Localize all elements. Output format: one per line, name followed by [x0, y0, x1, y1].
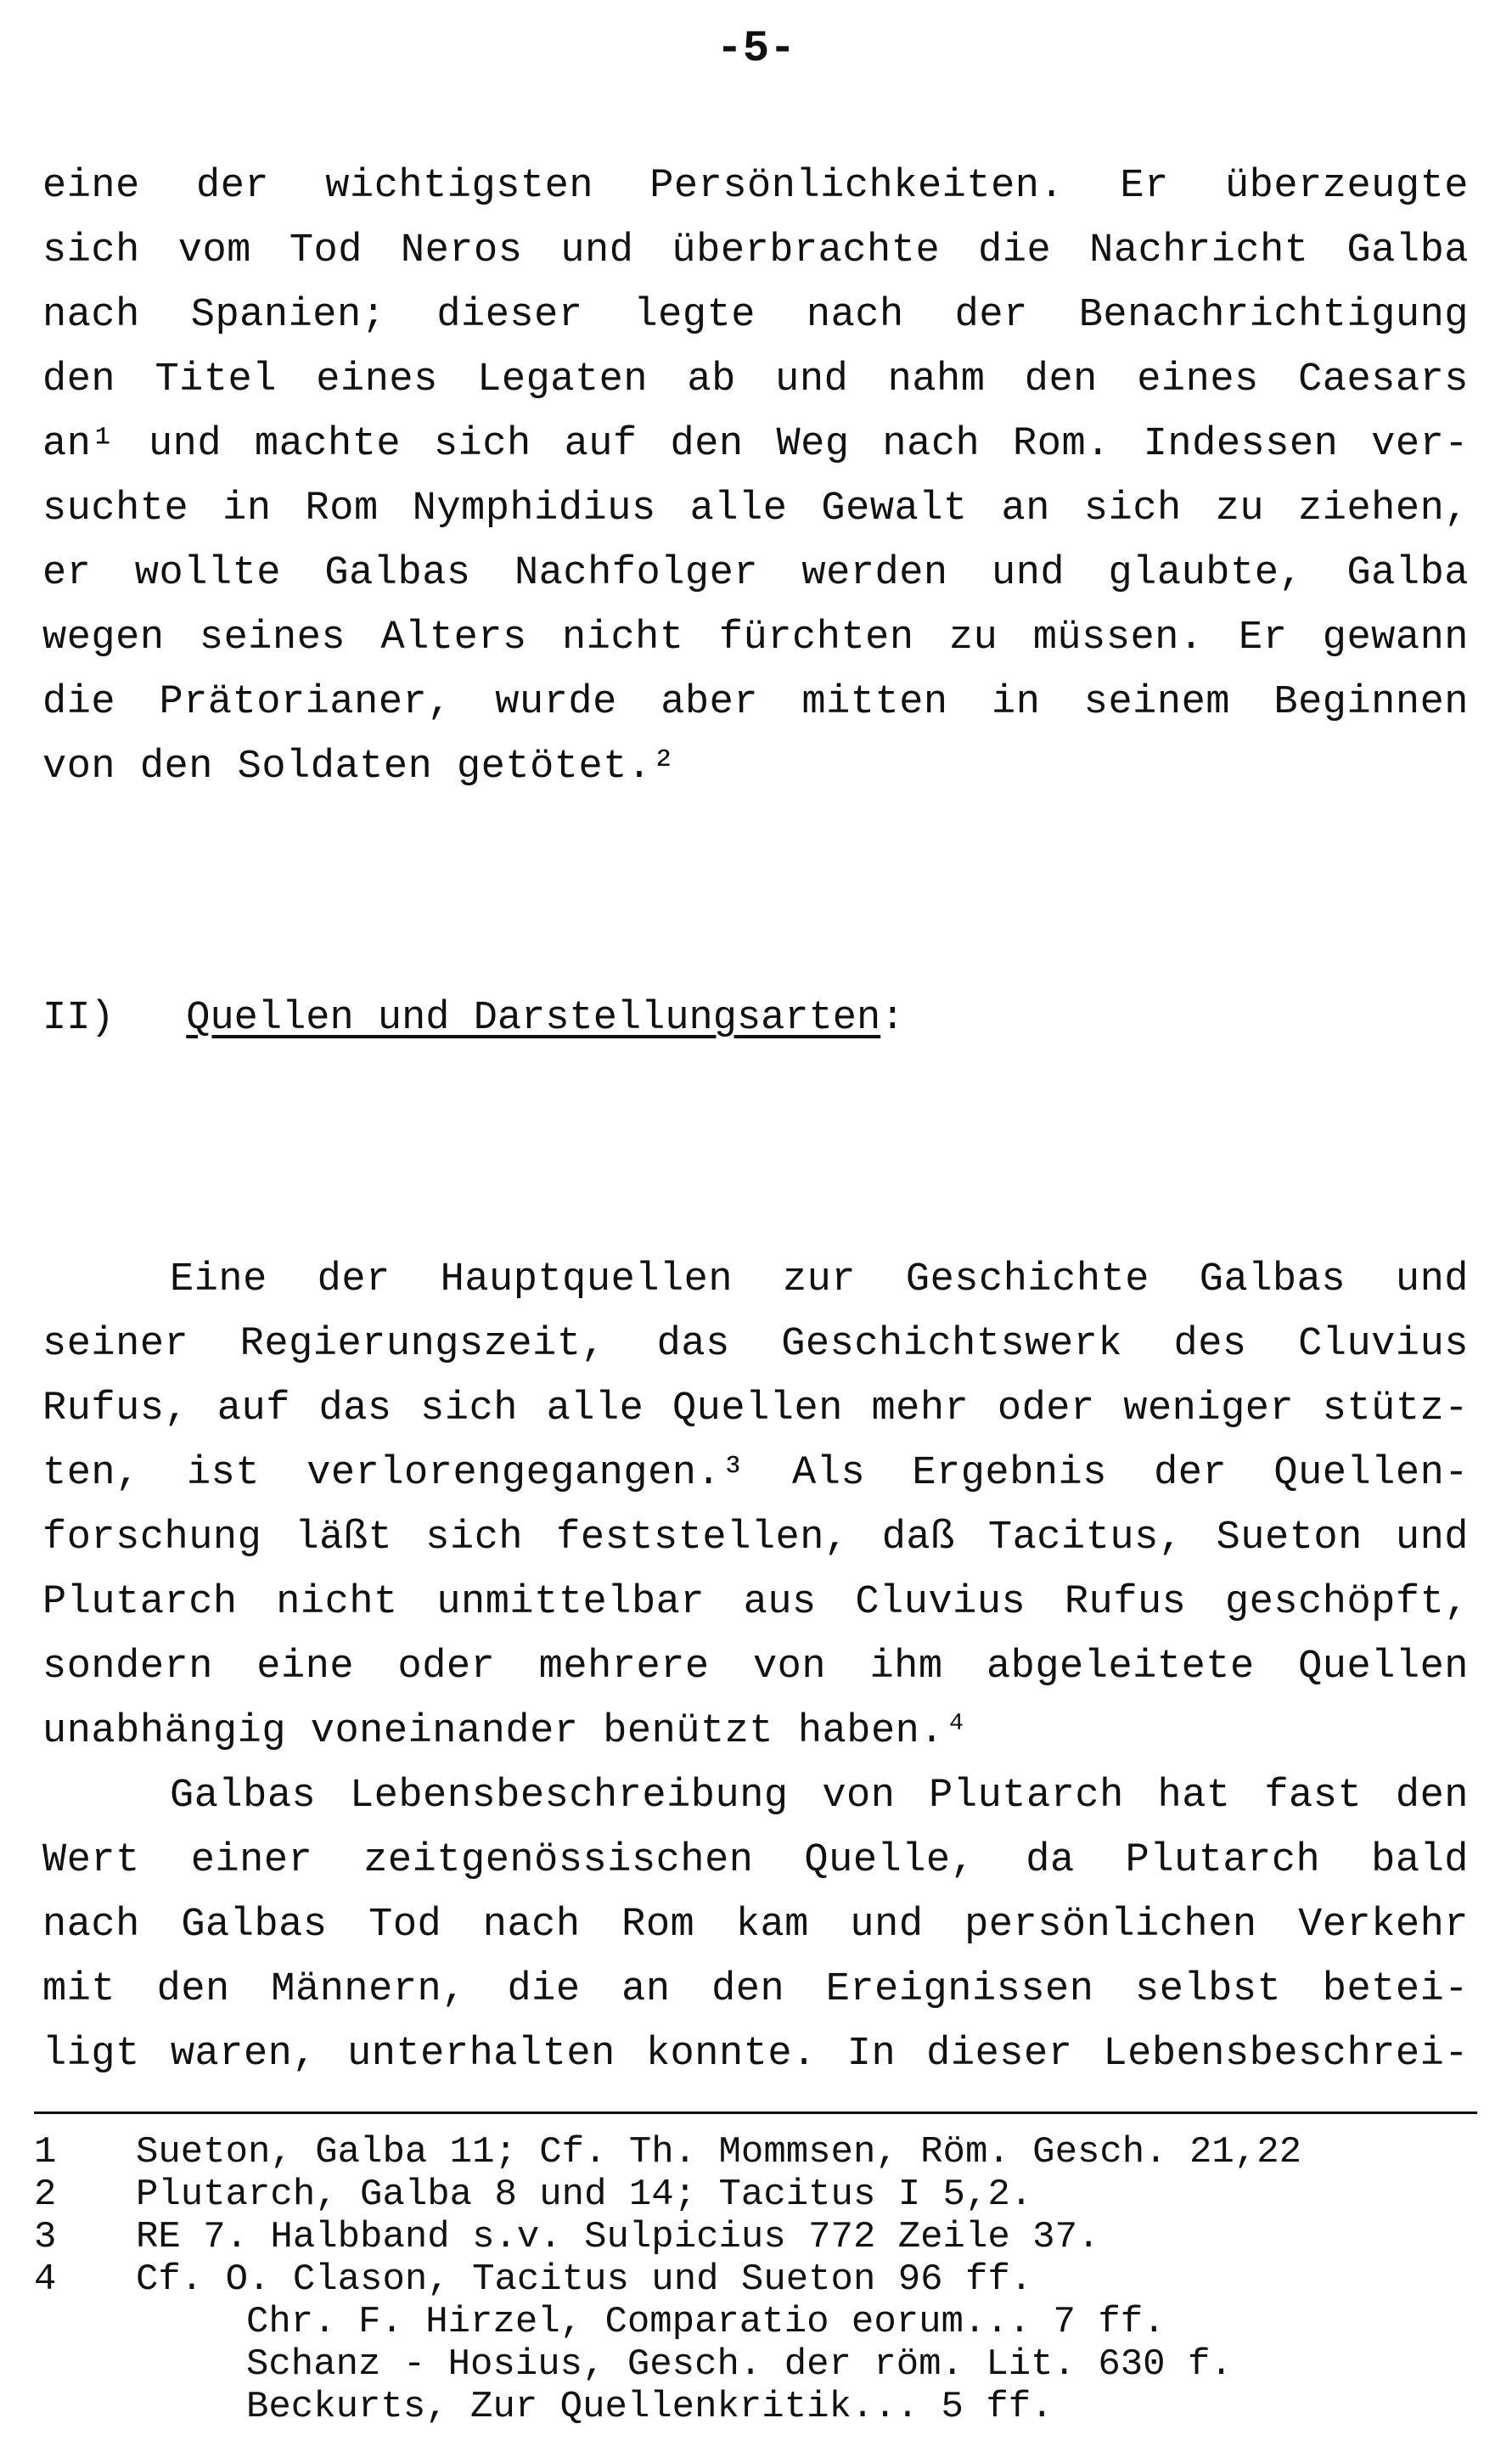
text-line: sich vom Tod Neros und überbrachte die Nachricht Galba	[42, 228, 1469, 273]
footnote-text: RE 7. Halbband s.v. Sulpicius 772 Zeile 37.	[136, 2216, 1100, 2258]
section-heading	[42, 993, 904, 1044]
text-line: nach Galbas Tod nach Rom kam und persönlichen Verkehr	[42, 1903, 1469, 1948]
footnote	[34, 2131, 1301, 2173]
text-line: forschung läßt sich feststellen, daß Tacitus, Sueton und	[42, 1515, 1469, 1560]
footnote-divider	[34, 2112, 1477, 2114]
text-line: an¹ und machte sich auf den Weg nach Rom. Indessen ver-	[42, 422, 1469, 467]
text-line: wegen seines Alters nicht fürchten zu müssen. Er gewann	[42, 616, 1469, 661]
text-line: sondern eine oder mehrere von ihm abgeleitete Quellen	[42, 1645, 1469, 1690]
footnote-number: 2	[34, 2173, 57, 2216]
footnote	[34, 2216, 1099, 2258]
footnote-number: 3	[34, 2216, 57, 2258]
text-line: von den Soldaten getötet.²	[42, 745, 677, 790]
text-line: Galbas Lebensbeschreibung von Plutarch hat fast den	[170, 1774, 1469, 1819]
footnote-continuation: Beckurts, Zur Quellenkritik... 5 ff.	[246, 2386, 1054, 2428]
text-line: Wert einer zeitgenössischen Quelle, da Plutarch bald	[42, 1838, 1469, 1883]
text-line: den Titel eines Legaten ab und nahm den eines Caesars	[42, 357, 1469, 402]
text-line: ligt waren, unterhalten konnte. In dieser Lebensbeschrei-	[42, 2032, 1469, 2077]
footnote-text: Plutarch, Galba 8 und 14; Tacitus I 5,2.	[136, 2173, 1033, 2216]
section-title: Quellen und Darstellungsarten	[186, 996, 881, 1041]
text-line: ten, ist verlorengegangen.³ Als Ergebnis der Quellen-	[42, 1451, 1469, 1496]
footnote-text: Cf. O. Clason, Tacitus und Sueton 96 ff.	[136, 2258, 1033, 2301]
text-line: Plutarch nicht unmittelbar aus Cluvius Rufus geschöpft,	[42, 1580, 1469, 1625]
text-line: nach Spanien; dieser legte nach der Benachrichtigung	[42, 293, 1469, 338]
footnote-continuation: Chr. F. Hirzel, Comparatio eorum... 7 ff.	[246, 2301, 1166, 2343]
footnote	[34, 2258, 1032, 2301]
text-line: suchte in Rom Nymphidius alle Gewalt an sich zu ziehen,	[42, 486, 1469, 531]
text-line: seiner Regierungszeit, das Geschichtswerk des Cluvius	[42, 1322, 1469, 1367]
text-line: Rufus, auf das sich alle Quellen mehr oder weniger stütz-	[42, 1386, 1469, 1431]
footnote	[34, 2173, 1032, 2216]
text-line: mit den Männern, die an den Ereignissen selbst betei-	[42, 1967, 1469, 2012]
footnote-number: 1	[34, 2131, 57, 2173]
footnote-continuation: Schanz - Hosius, Gesch. der röm. Lit. 630 f.	[246, 2343, 1233, 2386]
text-line: unabhängig voneinander benützt haben.⁴	[42, 1709, 969, 1754]
text-line: eine der wichtigsten Persönlichkeiten. Er überzeugte	[42, 164, 1469, 209]
footnote-number: 4	[34, 2258, 57, 2301]
footnote-text: Sueton, Galba 11; Cf. Th. Mommsen, Röm. Gesch. 21,22	[136, 2131, 1302, 2173]
section-number: II)	[42, 996, 115, 1041]
text-line: die Prätorianer, wurde aber mitten in seinem Beginnen	[42, 680, 1469, 725]
text-line: Eine der Hauptquellen zur Geschichte Galbas und	[170, 1257, 1469, 1302]
text-line: er wollte Galbas Nachfolger werden und glaubte, Galba	[42, 551, 1469, 596]
page-number: -5-	[716, 24, 796, 74]
section-suffix: :	[880, 996, 905, 1041]
